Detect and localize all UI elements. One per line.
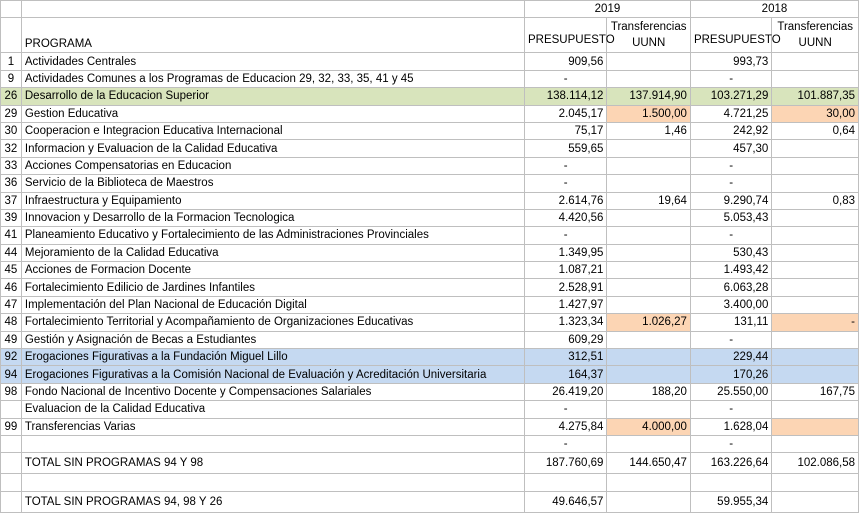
program-name-cell[interactable]: Gestión y Asignación de Becas a Estudiantes: [21, 331, 524, 348]
presupuesto-2019-cell[interactable]: 138.114,12: [524, 88, 606, 105]
program-number-cell[interactable]: [1, 491, 22, 512]
transferencias-2019-cell[interactable]: [607, 175, 691, 192]
presupuesto-2019-cell[interactable]: 609,29: [524, 331, 606, 348]
presupuesto-2019-cell[interactable]: 49.646,57: [524, 491, 606, 512]
program-name-cell[interactable]: Gestion Educativa: [21, 105, 524, 122]
column-header-row: [1, 18, 859, 53]
program-number-cell[interactable]: 39: [1, 209, 22, 226]
transferencias-2018-cell[interactable]: 0,83: [772, 192, 859, 209]
transferencias-2019-cell[interactable]: 1.026,27: [607, 314, 691, 331]
presupuesto-2018-cell[interactable]: 59.955,34: [690, 491, 771, 512]
presupuesto-2018-header[interactable]: PRESUPUESTO: [690, 18, 771, 53]
transferencias-2019-cell[interactable]: 1.500,00: [607, 105, 691, 122]
presupuesto-2018-cell[interactable]: 3.400,00: [690, 296, 771, 313]
program-name-cell[interactable]: Erogaciones Figurativas a la Comisión Nacional de Evaluación y Acreditación Universitaria: [21, 366, 524, 383]
presupuesto-2018-cell[interactable]: [690, 474, 771, 491]
presupuesto-2019-cell[interactable]: -: [524, 227, 606, 244]
transferencias-2019-cell[interactable]: [607, 157, 691, 174]
presupuesto-2018-cell[interactable]: -: [690, 70, 771, 87]
transferencias-2019-cell[interactable]: 144.650,47: [607, 453, 691, 474]
presupuesto-2018-cell[interactable]: 242,92: [690, 122, 771, 139]
presupuesto-2019-cell[interactable]: 2.528,91: [524, 279, 606, 296]
presupuesto-2019-header[interactable]: PRESUPUESTO: [524, 18, 606, 53]
transferencias-2018-cell[interactable]: [772, 401, 859, 418]
table-row: [1, 70, 859, 87]
presupuesto-2018-cell[interactable]: 229,44: [690, 349, 771, 366]
presupuesto-2019-cell[interactable]: 187.760,69: [524, 453, 606, 474]
presupuesto-2019-cell[interactable]: 559,65: [524, 140, 606, 157]
program-number-cell[interactable]: 37: [1, 192, 22, 209]
program-number-cell[interactable]: 48: [1, 314, 22, 331]
transferencias-2019-cell[interactable]: [607, 227, 691, 244]
transferencias-label: Transferencias: [777, 21, 853, 34]
program-number-cell[interactable]: [1, 453, 22, 474]
transferencias-2019-cell[interactable]: [607, 349, 691, 366]
transferencias-2019-cell[interactable]: [607, 491, 691, 512]
table-row: [1, 244, 859, 261]
program-number-cell[interactable]: 94: [1, 366, 22, 383]
table-row: [1, 53, 859, 70]
presupuesto-2019-cell[interactable]: 909,56: [524, 53, 606, 70]
transferencias-2018-cell[interactable]: [772, 262, 859, 279]
program-name-cell[interactable]: Mejoramiento de la Calidad Educativa: [21, 244, 524, 261]
presupuesto-2018-cell[interactable]: 457,30: [690, 140, 771, 157]
transferencias-2018-cell[interactable]: 102.086,58: [772, 453, 859, 474]
transferencias-2018-cell[interactable]: [772, 227, 859, 244]
presupuesto-2019-cell[interactable]: 1.349,95: [524, 244, 606, 261]
table-row: [1, 401, 859, 418]
table-row: [1, 491, 859, 512]
presupuesto-2019-cell[interactable]: -: [524, 435, 606, 452]
presupuesto-2018-cell[interactable]: 6.063,28: [690, 279, 771, 296]
programa-header[interactable]: PROGRAMA: [21, 18, 524, 53]
transferencias-2019-cell[interactable]: [607, 279, 691, 296]
transferencias-2018-cell[interactable]: [772, 296, 859, 313]
transferencias-2018-cell[interactable]: [772, 279, 859, 296]
transferencias-2019-cell[interactable]: [607, 435, 691, 452]
transferencias-2018-cell[interactable]: 167,75: [772, 383, 859, 400]
table-row: [1, 435, 859, 452]
transferencias-label: Transferencias: [610, 21, 687, 34]
presupuesto-2018-cell[interactable]: 4.721,25: [690, 105, 771, 122]
program-name-cell[interactable]: [21, 474, 524, 491]
program-number-cell[interactable]: 45: [1, 262, 22, 279]
header-cell-blank[interactable]: [1, 1, 22, 18]
presupuesto-2019-cell[interactable]: 1.323,34: [524, 314, 606, 331]
presupuesto-2018-cell[interactable]: 993,73: [690, 53, 771, 70]
presupuesto-2018-cell[interactable]: -: [690, 401, 771, 418]
transferencias-2018-cell[interactable]: 30,00: [772, 105, 859, 122]
transferencias-2018-cell[interactable]: [772, 349, 859, 366]
transferencias-2019-cell[interactable]: 4.000,00: [607, 418, 691, 435]
program-name-cell[interactable]: Servicio de la Biblioteca de Maestros: [21, 175, 524, 192]
table-row: [1, 453, 859, 474]
transferencias-2018-cell[interactable]: 101.887,35: [772, 88, 859, 105]
transferencias-2018-cell[interactable]: [772, 474, 859, 491]
transferencias-2018-cell[interactable]: 0,64: [772, 122, 859, 139]
table-row: [1, 349, 859, 366]
transferencias-2018-cell[interactable]: [772, 331, 859, 348]
presupuesto-2019-cell[interactable]: -: [524, 70, 606, 87]
presupuesto-2019-cell[interactable]: 26.419,20: [524, 383, 606, 400]
presupuesto-2019-cell[interactable]: 164,37: [524, 366, 606, 383]
transferencias-2019-cell[interactable]: [607, 331, 691, 348]
transferencias-2019-cell[interactable]: 1,46: [607, 122, 691, 139]
transferencias-2019-cell[interactable]: [607, 262, 691, 279]
program-number-cell[interactable]: 92: [1, 349, 22, 366]
table-row: [1, 140, 859, 157]
transferencias-2019-cell[interactable]: [607, 366, 691, 383]
program-number-cell[interactable]: 44: [1, 244, 22, 261]
transferencias-2018-cell[interactable]: [772, 209, 859, 226]
presupuesto-2018-cell[interactable]: 5.053,43: [690, 209, 771, 226]
program-number-cell[interactable]: 30: [1, 122, 22, 139]
transferencias-2019-cell[interactable]: 137.914,90: [607, 88, 691, 105]
transferencias-2019-cell[interactable]: 188,20: [607, 383, 691, 400]
program-name-cell[interactable]: Informacion y Evaluacion de la Calidad Educativa: [21, 140, 524, 157]
transferencias-2019-cell[interactable]: 19,64: [607, 192, 691, 209]
program-number-cell[interactable]: 98: [1, 383, 22, 400]
presupuesto-2018-cell[interactable]: -: [690, 157, 771, 174]
program-number-cell[interactable]: 33: [1, 157, 22, 174]
program-name-cell[interactable]: Infraestructura y Equipamiento: [21, 192, 524, 209]
transferencias-2018-cell[interactable]: [772, 157, 859, 174]
transferencias-2018-cell[interactable]: [772, 140, 859, 157]
transferencias-2018-cell[interactable]: [772, 491, 859, 512]
header-cell-blank[interactable]: [1, 18, 22, 53]
presupuesto-2019-cell[interactable]: 1.427,97: [524, 296, 606, 313]
program-name-cell[interactable]: Planeamiento Educativo y Fortalecimiento de las Administraciones Provinciales: [21, 227, 524, 244]
presupuesto-2018-cell[interactable]: 163.226,64: [690, 453, 771, 474]
table-row: [1, 105, 859, 122]
presupuesto-2019-cell[interactable]: -: [524, 401, 606, 418]
program-name-cell[interactable]: Actividades Comunes a los Programas de Educacion 29, 32, 33, 35, 41 y 45: [21, 70, 524, 87]
year-2018-header[interactable]: 2018: [690, 1, 858, 18]
year-header-row: [1, 1, 859, 18]
presupuesto-2018-cell[interactable]: 9.290,74: [690, 192, 771, 209]
table-row: [1, 383, 859, 400]
program-number-cell[interactable]: 47: [1, 296, 22, 313]
program-number-cell[interactable]: [1, 474, 22, 491]
presupuesto-2019-cell[interactable]: 2.614,76: [524, 192, 606, 209]
uunn-label: UUNN: [632, 37, 666, 50]
transferencias-2019-cell[interactable]: [607, 140, 691, 157]
table-row: [1, 296, 859, 313]
presupuesto-2019-cell[interactable]: 4.275,84: [524, 418, 606, 435]
presupuesto-2019-cell[interactable]: [524, 474, 606, 491]
program-name-cell[interactable]: TOTAL SIN PROGRAMAS 94 Y 98: [21, 453, 524, 474]
table-row: [1, 279, 859, 296]
presupuesto-2018-cell[interactable]: 103.271,29: [690, 88, 771, 105]
program-name-cell[interactable]: Implementación del Plan Nacional de Educación Digital: [21, 296, 524, 313]
transferencias-2019-cell[interactable]: [607, 70, 691, 87]
program-number-cell[interactable]: 32: [1, 140, 22, 157]
table-row: [1, 366, 859, 383]
presupuesto-2019-cell[interactable]: -: [524, 175, 606, 192]
program-name-cell[interactable]: TOTAL SIN PROGRAMAS 94, 98 Y 26: [21, 491, 524, 512]
program-number-cell[interactable]: 46: [1, 279, 22, 296]
program-name-cell[interactable]: Transferencias Varias: [21, 418, 524, 435]
program-number-cell[interactable]: 9: [1, 70, 22, 87]
program-name-cell[interactable]: Fortalecimiento Edilicio de Jardines Infantiles: [21, 279, 524, 296]
table-row: [1, 418, 859, 435]
program-number-cell[interactable]: 36: [1, 175, 22, 192]
table-row: [1, 209, 859, 226]
year-2019-header[interactable]: 2019: [524, 1, 690, 18]
program-number-cell[interactable]: 49: [1, 331, 22, 348]
transferencias-2019-cell[interactable]: [607, 474, 691, 491]
header-cell-blank[interactable]: [21, 1, 524, 18]
transferencias-2019-header[interactable]: [607, 18, 691, 53]
presupuesto-2018-cell[interactable]: 170,26: [690, 366, 771, 383]
transferencias-2018-cell[interactable]: -: [772, 314, 859, 331]
presupuesto-2019-cell[interactable]: 312,51: [524, 349, 606, 366]
program-name-cell[interactable]: Acciones Compensatorias en Educacion: [21, 157, 524, 174]
transferencias-2018-cell[interactable]: [772, 418, 859, 435]
transferencias-2018-cell[interactable]: [772, 175, 859, 192]
transferencias-2018-cell[interactable]: [772, 435, 859, 452]
program-name-cell[interactable]: Desarrollo de la Educacion Superior: [21, 88, 524, 105]
table-row: [1, 88, 859, 105]
presupuesto-2018-cell[interactable]: 530,43: [690, 244, 771, 261]
presupuesto-2019-cell[interactable]: -: [524, 157, 606, 174]
presupuesto-2018-cell[interactable]: 1.628,04: [690, 418, 771, 435]
transferencias-2019-cell[interactable]: [607, 401, 691, 418]
table-row: [1, 192, 859, 209]
presupuesto-2019-cell[interactable]: 75,17: [524, 122, 606, 139]
presupuesto-2018-cell[interactable]: 131,11: [690, 314, 771, 331]
program-name-cell[interactable]: [21, 435, 524, 452]
program-name-cell[interactable]: Fondo Nacional de Incentivo Docente y Compensaciones Salariales: [21, 383, 524, 400]
transferencias-2019-cell[interactable]: [607, 296, 691, 313]
table-row: [1, 227, 859, 244]
table-row: [1, 314, 859, 331]
presupuesto-2018-cell[interactable]: -: [690, 331, 771, 348]
transferencias-2018-cell[interactable]: [772, 366, 859, 383]
program-number-cell[interactable]: 41: [1, 227, 22, 244]
program-name-cell[interactable]: Innovacion y Desarrollo de la Formacion Tecnologica: [21, 209, 524, 226]
program-number-cell[interactable]: [1, 435, 22, 452]
presupuesto-2018-cell[interactable]: 25.550,00: [690, 383, 771, 400]
program-name-cell[interactable]: Fortalecimiento Territorial y Acompañamiento de Organizaciones Educativas: [21, 314, 524, 331]
program-number-cell[interactable]: [1, 401, 22, 418]
table-row: [1, 157, 859, 174]
transferencias-2018-cell[interactable]: [772, 244, 859, 261]
transferencias-2019-cell[interactable]: [607, 244, 691, 261]
presupuesto-2018-cell[interactable]: -: [690, 227, 771, 244]
presupuesto-2019-cell[interactable]: 4.420,56: [524, 209, 606, 226]
program-number-cell[interactable]: 99: [1, 418, 22, 435]
program-name-cell[interactable]: Acciones de Formacion Docente: [21, 262, 524, 279]
presupuesto-2018-cell[interactable]: -: [690, 435, 771, 452]
program-name-cell[interactable]: Cooperacion e Integracion Educativa Internacional: [21, 122, 524, 139]
transferencias-2019-cell[interactable]: [607, 53, 691, 70]
presupuesto-2018-cell[interactable]: 1.493,42: [690, 262, 771, 279]
presupuesto-2019-cell[interactable]: 1.087,21: [524, 262, 606, 279]
transferencias-2019-cell[interactable]: [607, 209, 691, 226]
presupuesto-2019-cell[interactable]: 2.045,17: [524, 105, 606, 122]
program-number-cell[interactable]: 29: [1, 105, 22, 122]
table-row: [1, 122, 859, 139]
program-name-cell[interactable]: Evaluacion de la Calidad Educativa: [21, 401, 524, 418]
program-name-cell[interactable]: Actividades Centrales: [21, 53, 524, 70]
presupuesto-2018-cell[interactable]: -: [690, 175, 771, 192]
table-row: [1, 175, 859, 192]
table-row: [1, 331, 859, 348]
program-number-cell[interactable]: 26: [1, 88, 22, 105]
program-name-cell[interactable]: Erogaciones Figurativas a la Fundación Miguel Lillo: [21, 349, 524, 366]
transferencias-2018-cell[interactable]: [772, 53, 859, 70]
program-number-cell[interactable]: 1: [1, 53, 22, 70]
transferencias-2018-cell[interactable]: [772, 70, 859, 87]
transferencias-2018-header[interactable]: [772, 18, 859, 53]
uunn-label: UUNN: [798, 37, 832, 50]
table-row: [1, 474, 859, 491]
table-row: [1, 262, 859, 279]
